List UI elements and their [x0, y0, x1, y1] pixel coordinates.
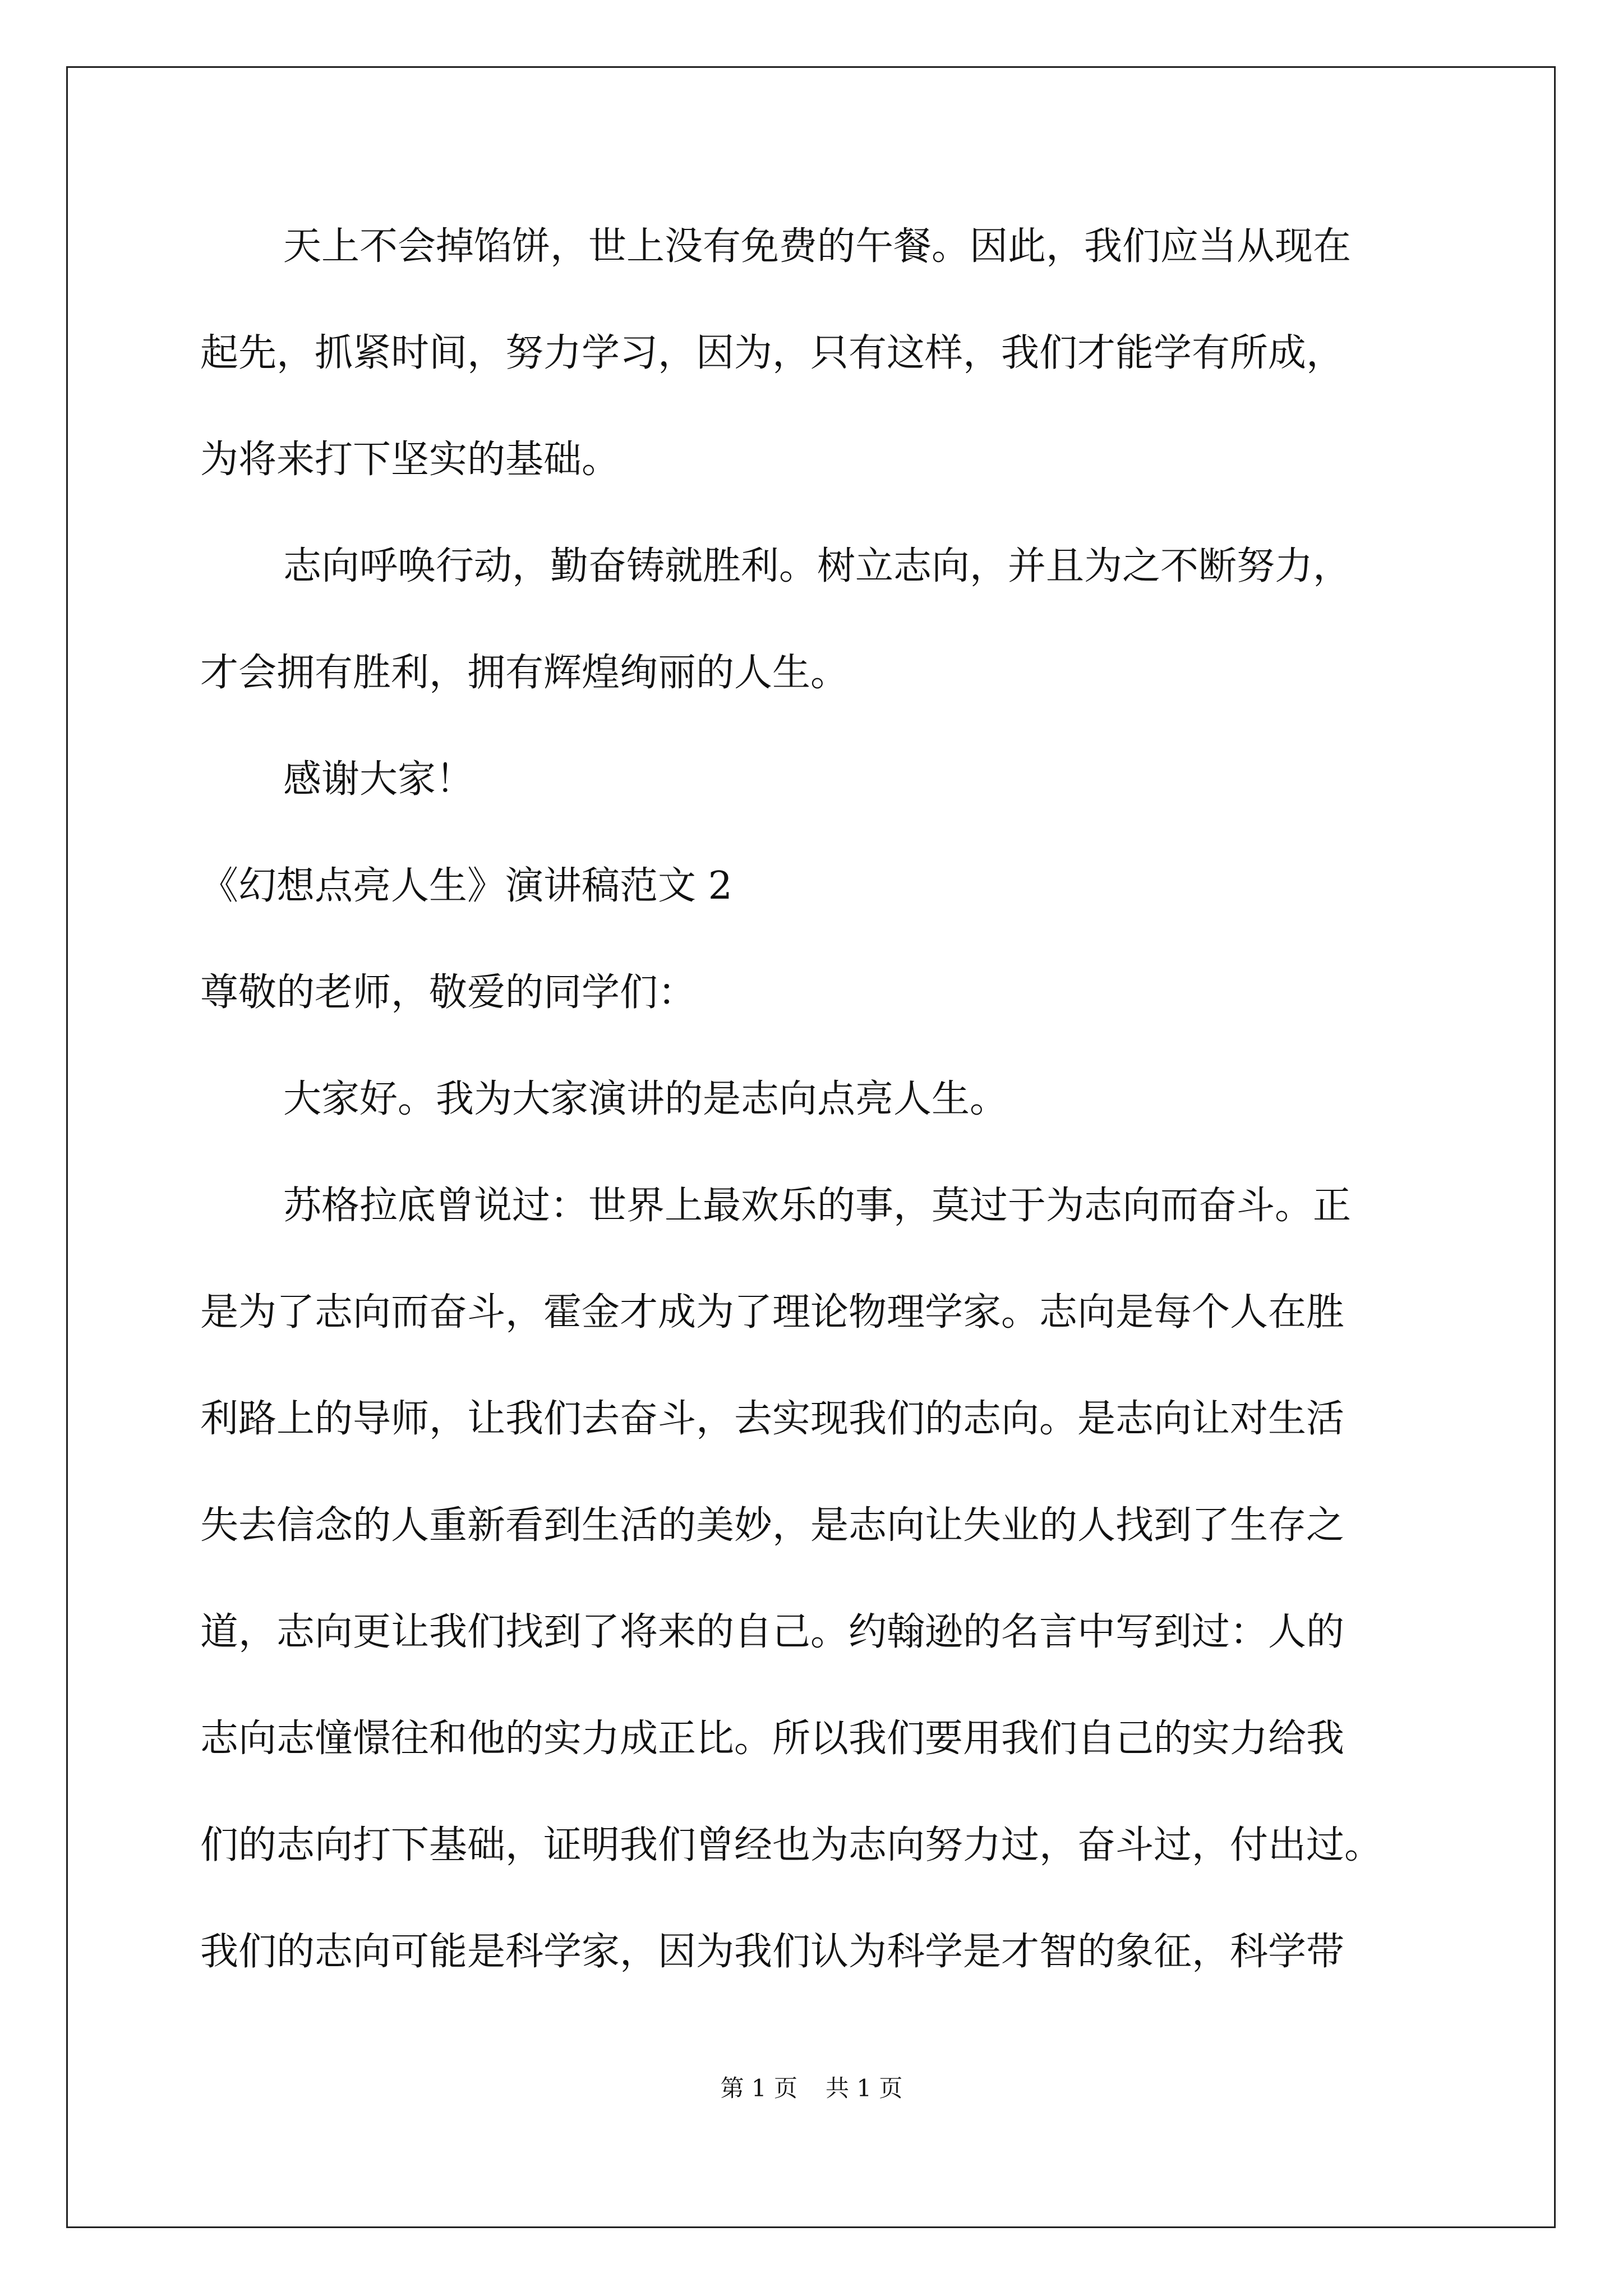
page-border	[66, 66, 1556, 2228]
paragraph-line: 苏格拉底曾说过：世界上最欢乐的事，莫过于为志向而奋斗。正	[283, 1184, 1352, 1228]
paragraph-line: 起先，抓紧时间，努力学习，因为，只有这样，我们才能学有所成，	[200, 331, 1345, 375]
section-title: 《幻想点亮人生》演讲稿范文 2	[200, 864, 732, 908]
paragraph-line: 志向志憧憬往和他的实力成正比。所以我们要用我们自己的实力给我	[200, 1717, 1345, 1761]
paragraph-line: 我们的志向可能是科学家，因为我们认为科学是才智的象征，科学带	[200, 1930, 1345, 1974]
paragraph-line: 志向呼唤行动，勤奋铸就胜利。树立志向，并且为之不断努力，	[283, 544, 1352, 588]
paragraph-line: 大家好。我为大家演讲的是志向点亮人生。	[283, 1077, 1008, 1121]
closing-line: 感谢大家！	[283, 757, 474, 802]
paragraph-line: 道，志向更让我们找到了将来的自己。约翰逊的名言中写到过：人的	[200, 1610, 1345, 1654]
page-number: 第 1 页	[720, 2074, 797, 2102]
paragraph-line: 才会拥有胜利，拥有辉煌绚丽的人生。	[200, 651, 849, 695]
paragraph-line: 为将来打下坚实的基础。	[200, 438, 620, 482]
paragraph-line: 利路上的导师，让我们去奋斗，去实现我们的志向。是志向让对生活	[200, 1397, 1345, 1441]
paragraph-line: 是为了志向而奋斗，霍金才成为了理论物理学家。志向是每个人在胜	[200, 1290, 1345, 1335]
page-total: 共 1 页	[826, 2074, 903, 2102]
paragraph-line: 们的志向打下基础，证明我们曾经也为志向努力过，奋斗过，付出过。	[200, 1823, 1383, 1867]
paragraph-line: 失去信念的人重新看到生活的美妙，是志向让失业的人找到了生存之	[200, 1503, 1345, 1548]
salutation: 尊敬的老师，敬爱的同学们：	[200, 970, 697, 1015]
paragraph-line: 天上不会掉馅饼，世上没有免费的午餐。因此，我们应当从现在	[283, 224, 1352, 269]
page-footer	[0, 2070, 1623, 2104]
